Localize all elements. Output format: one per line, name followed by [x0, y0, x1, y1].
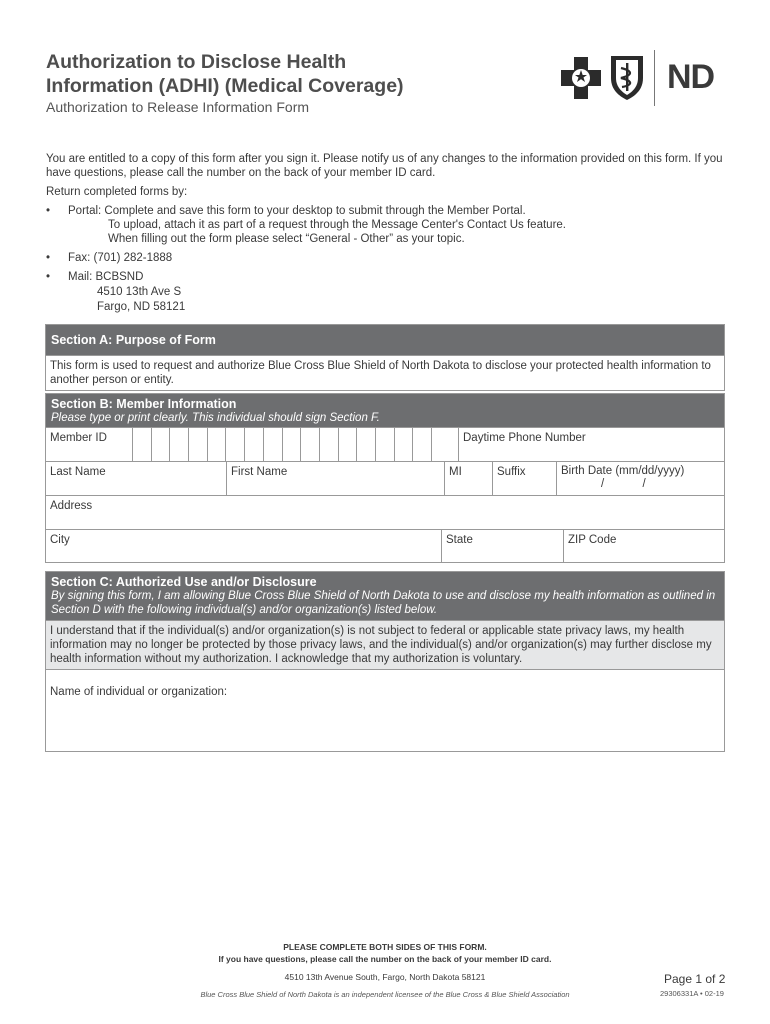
member-id-box[interactable]	[169, 428, 188, 461]
mi-field[interactable]: MI	[444, 462, 492, 495]
portal-bullet	[46, 204, 736, 246]
footer-address	[0, 972, 770, 982]
daytime-phone-field[interactable]: Daytime Phone Number	[458, 428, 724, 461]
member-id-box[interactable]	[244, 428, 263, 461]
intro-paragraph: You are entitled to a copy of this form after you sign it. Please notify us of any changes to the information provided on this form. If you have questions, please call the number on the back of your member ID card.	[46, 153, 723, 179]
logo-divider	[654, 50, 655, 106]
section-b-header	[46, 394, 724, 427]
birth-date-field[interactable]	[556, 462, 724, 495]
section-c-header	[46, 572, 724, 620]
member-id-label: Member ID	[50, 432, 107, 444]
form-header	[46, 50, 546, 115]
form-code: 29306331A • 02-19	[660, 989, 724, 998]
section-c	[45, 571, 725, 752]
member-id-box[interactable]	[282, 428, 301, 461]
intro-text	[46, 152, 736, 314]
name-row	[46, 461, 724, 495]
member-id-box[interactable]	[225, 428, 244, 461]
logo-state-text: ND	[667, 58, 715, 96]
address-row	[46, 495, 724, 529]
city-row	[46, 529, 724, 562]
member-id-box[interactable]	[319, 428, 338, 461]
fax-bullet	[46, 251, 736, 265]
member-id-box[interactable]	[263, 428, 282, 461]
member-id-box[interactable]	[207, 428, 226, 461]
member-id-box[interactable]	[338, 428, 357, 461]
section-b-heading: Section B: Member Information	[51, 397, 237, 411]
section-c-notice: I understand that if the individual(s) and/or organization(s) is not subject to federal or applicable state privacy laws, my health information may no longer be protected by those privacy laws, and the individual(s) and/or organization(s) may further disclose my health information without my authorization. I acknowledge that my authorization is voluntary.	[46, 620, 724, 669]
portal-line1: Portal: Complete and save this form to your desktop to submit through the Member Portal.	[68, 205, 526, 217]
footer-notice-line2	[0, 954, 770, 964]
birth-date-label: Birth Date (mm/dd/yyyy)	[561, 465, 685, 477]
last-name-field[interactable]: Last Name	[50, 466, 106, 478]
section-a	[45, 324, 725, 391]
member-id-box[interactable]	[431, 428, 450, 461]
return-label: Return completed forms by:	[46, 186, 188, 198]
section-a-body: This form is used to request and authorize Blue Cross Blue Shield of North Dakota to disclose your protected health information to another person or entity.	[46, 355, 724, 390]
form-title-line1: Authorization to Disclose Health	[46, 51, 347, 73]
section-c-note: By signing this form, I am allowing Blue Cross Blue Shield of North Dakota to use and disclose my health information as outlined in Section D with the following individual(s) and/or organization(s) listed below.	[51, 590, 716, 616]
state-field[interactable]: State	[441, 530, 563, 562]
mail-line1: Mail: BCBSND	[68, 271, 144, 283]
section-b	[45, 393, 725, 563]
member-id-box[interactable]	[300, 428, 319, 461]
form-subtitle: Authorization to Release Information Form	[46, 99, 310, 115]
birth-date-separators: / /	[601, 478, 646, 490]
member-id-box[interactable]	[132, 428, 151, 461]
section-a-header	[46, 325, 724, 355]
blue-cross-icon	[559, 55, 603, 101]
portal-line3: When filling out the form please select “General - Other” as your topic.	[108, 233, 465, 245]
address-field[interactable]: Address	[50, 500, 93, 512]
blue-shield-icon	[607, 52, 647, 102]
mail-line3: Fargo, ND 58121	[97, 301, 186, 313]
member-id-box[interactable]	[412, 428, 431, 461]
complete-both-sides-text: PLEASE COMPLETE BOTH SIDES OF THIS FORM.	[283, 942, 487, 952]
portal-line2: To upload, attach it as part of a request through the Message Center's Contact Us feature.	[108, 219, 566, 231]
footer-notice-line1	[0, 942, 770, 952]
mail-line2: 4510 13th Ave S	[97, 286, 182, 298]
member-id-boxes[interactable]	[132, 428, 458, 461]
member-id-box[interactable]	[151, 428, 170, 461]
suffix-field[interactable]: Suffix	[492, 462, 556, 495]
bcbsnd-logo	[559, 50, 729, 110]
questions-text: If you have questions, please call the number on the back of your member ID card.	[218, 954, 552, 964]
section-b-note: Please type or print clearly. This individual should sign Section F.	[51, 412, 380, 424]
footer-disclaimer	[0, 990, 770, 999]
member-id-box[interactable]	[394, 428, 413, 461]
name-of-organization-label: Name of individual or organization:	[50, 686, 228, 698]
mail-bullet	[46, 270, 736, 314]
city-field[interactable]: City	[50, 534, 70, 546]
first-name-field[interactable]: First Name	[226, 462, 444, 495]
member-id-box[interactable]	[375, 428, 394, 461]
fax-line: Fax: (701) 282-1888	[68, 252, 173, 264]
name-of-organization-field[interactable]	[46, 669, 724, 754]
page-number: Page 1 of 2	[664, 972, 726, 986]
licensee-disclaimer: Blue Cross Blue Shield of North Dakota is an independent licensee of the Blue Cross & Blue Shield Association	[200, 990, 570, 999]
zip-field[interactable]: ZIP Code	[563, 530, 724, 562]
bullet-dot: •	[46, 271, 51, 283]
section-a-heading: Section A: Purpose of Form	[51, 333, 216, 347]
section-c-heading: Section C: Authorized Use and/or Disclosure	[51, 575, 317, 589]
bullet-dot: •	[46, 252, 51, 264]
member-id-row	[46, 427, 724, 461]
form-title-line2: Information (ADHI) (Medical Coverage)	[46, 75, 404, 97]
bullet-dot: •	[46, 205, 51, 217]
member-id-box[interactable]	[188, 428, 207, 461]
member-id-box[interactable]	[356, 428, 375, 461]
footer-address-text: 4510 13th Avenue South, Fargo, North Dakota 58121	[284, 972, 486, 982]
